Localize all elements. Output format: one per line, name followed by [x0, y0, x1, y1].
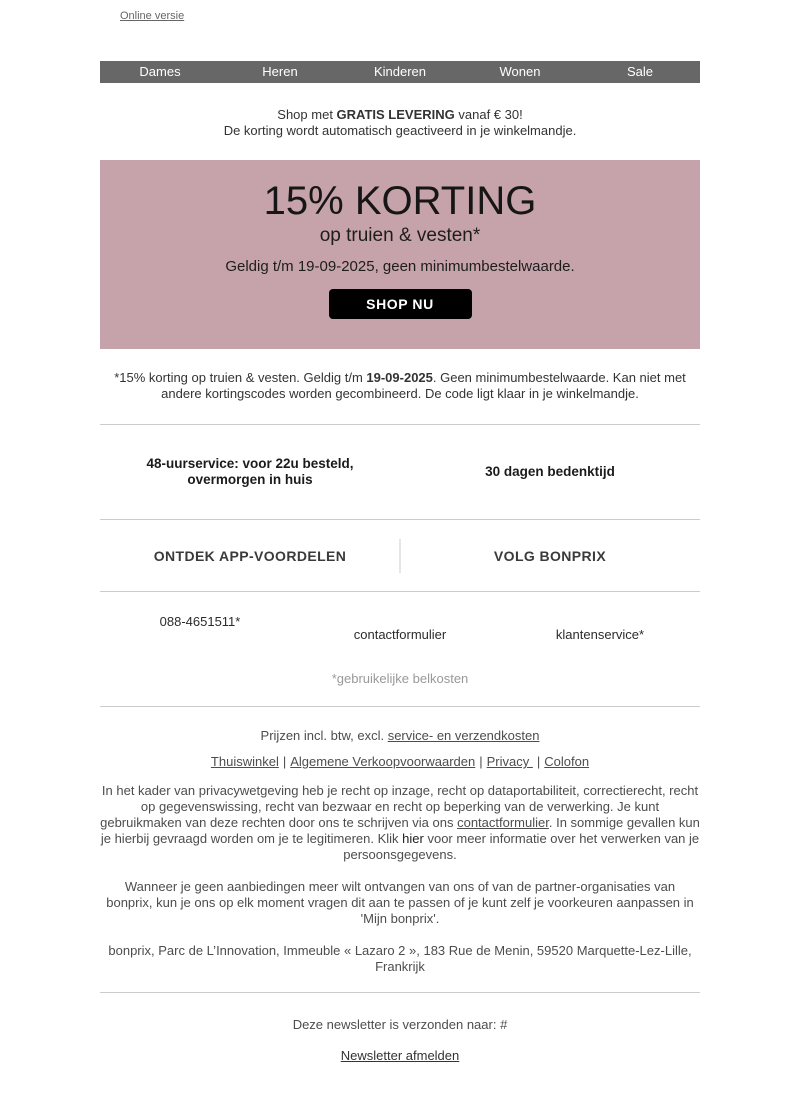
promo-fine-print — [100, 370, 700, 402]
contact-phone — [100, 592, 300, 643]
nav-item-kinderen[interactable]: Kinderen — [373, 64, 427, 79]
sent-to-line: Deze newsletter is verzonden naar: # — [292, 1017, 508, 1032]
app-benefits-link[interactable]: ONTDEK APP-VOORDELEN — [153, 547, 347, 564]
shipping-costs-link[interactable]: service- en verzendkosten — [387, 728, 540, 743]
banner-subtitle: op truien & vesten* — [319, 225, 481, 246]
legal-separator: | — [536, 754, 541, 769]
call-costs-note: *gebruikelijke belkosten — [331, 671, 469, 686]
online-version-link[interactable]: Online versie — [120, 10, 185, 22]
app-benefits-cell — [100, 548, 400, 564]
newsletter-unsubscribe-link[interactable]: Newsletter afmelden — [340, 1048, 460, 1063]
contact-form-link[interactable]: contactformulier — [353, 627, 447, 642]
legal-links-row — [100, 754, 700, 770]
thuiswinkel-link[interactable]: Thuiswinkel — [210, 754, 279, 769]
newsletter-body — [100, 0, 700, 1064]
fine-print-prefix: *15% korting op truien & vesten. Geldig t/m — [114, 370, 367, 385]
divider — [100, 706, 700, 707]
free-shipping-highlight: GRATIS LEVERING — [336, 107, 455, 122]
free-shipping-text — [100, 107, 700, 139]
nav-item-wonen[interactable]: Wonen — [499, 64, 541, 79]
service-delivery — [100, 456, 400, 488]
discount-auto-text: De korting wordt automatisch geactiveerd in je winkelmandje. — [223, 123, 577, 138]
divider — [100, 992, 700, 993]
legal-separator: | — [479, 754, 483, 769]
promo-banner — [100, 160, 700, 349]
privacy-link[interactable]: Privacy — [486, 754, 533, 769]
privacy-text-2: . In sommige gevallen kun je hierbij gevraagd worden om je te legitimeren. Klik — [100, 815, 700, 846]
prices-line — [100, 728, 700, 744]
contact-row — [100, 592, 700, 643]
privacy-text-1: In het kader van privacywetgeving heb je recht op inzage, recht op dataportabiliteit, correctierecht, recht op gegevenswissing, recht van bezwaar en recht op beperking van de verwerking. Je kunt gebruikmaken van deze rechten door ons te schrijven via ons — [100, 783, 699, 830]
contact-form-cell — [300, 592, 500, 643]
fine-print-date: 19-09-2025 — [366, 370, 433, 385]
prices-prefix: Prijzen incl. btw, excl. — [260, 728, 388, 743]
intro-line1-suffix: vanaf € 30! — [454, 107, 523, 122]
unsubscribe-row — [100, 1048, 700, 1064]
banner-title: 15% KORTING — [263, 179, 537, 223]
main-nav — [100, 61, 700, 83]
privacy-more-info-link[interactable]: hier — [402, 831, 424, 846]
privacy-text-3: voor meer informatie over het verwerken van je persoonsgegevens. — [343, 831, 700, 862]
app-social-row — [100, 520, 700, 591]
customer-service-link[interactable]: klantenservice* — [555, 627, 645, 642]
colofon-link[interactable]: Colofon — [544, 754, 590, 769]
fine-print-suffix: . Geen minimumbestelwaarde. Kan niet met andere kortingscodes worden gecombineerd. De code ligt klaar in je winkelmandje. — [161, 370, 686, 401]
banner-validity: Geldig t/m 19-09-2025, geen minimumbestelwaarde. — [225, 258, 575, 275]
preheader — [100, 0, 700, 23]
privacy-contact-form-link[interactable]: contactformulier — [457, 815, 549, 830]
nav-item-dames[interactable]: Dames — [139, 64, 181, 79]
company-address: bonprix, Parc de L’Innovation, Immeuble « Lazaro 2 », 183 Rue de Menin, 59520 Marquette-Lez-Lille, Frankrijk — [108, 943, 692, 974]
service-returns — [400, 464, 700, 480]
services-row — [100, 425, 700, 519]
service-delivery-label: 48-uurservice: voor 22u besteld, overmorgen in huis — [146, 456, 354, 487]
follow-bonprix-link[interactable]: VOLG BONPRIX — [493, 547, 607, 564]
privacy-paragraph — [100, 783, 700, 863]
footer — [100, 728, 700, 975]
nav-item-heren[interactable]: Heren — [262, 64, 298, 79]
unsubscribe-info-paragraph: Wanneer je geen aanbiedingen meer wilt ontvangen van ons of van de partner-organisaties van bonprix, kun je ons op elk moment vragen dit aan te passen of je kunt zelf je voorkeuren aanpassen in 'Mijn bonprix'. — [106, 879, 694, 926]
intro-line1-prefix: Shop met — [277, 107, 337, 122]
vertical-divider — [400, 539, 401, 573]
shop-now-button[interactable]: SHOP NU — [329, 289, 472, 319]
terms-link[interactable]: Algemene Verkoopvoorwaarden — [290, 754, 476, 769]
phone-number: 088-4651511* — [159, 614, 241, 629]
service-returns-label: 30 dagen bedenktijd — [485, 464, 615, 479]
nav-item-sale[interactable]: Sale — [626, 64, 654, 79]
follow-bonprix-cell — [400, 548, 700, 564]
legal-separator: | — [282, 754, 287, 769]
customer-service-cell — [500, 592, 700, 643]
